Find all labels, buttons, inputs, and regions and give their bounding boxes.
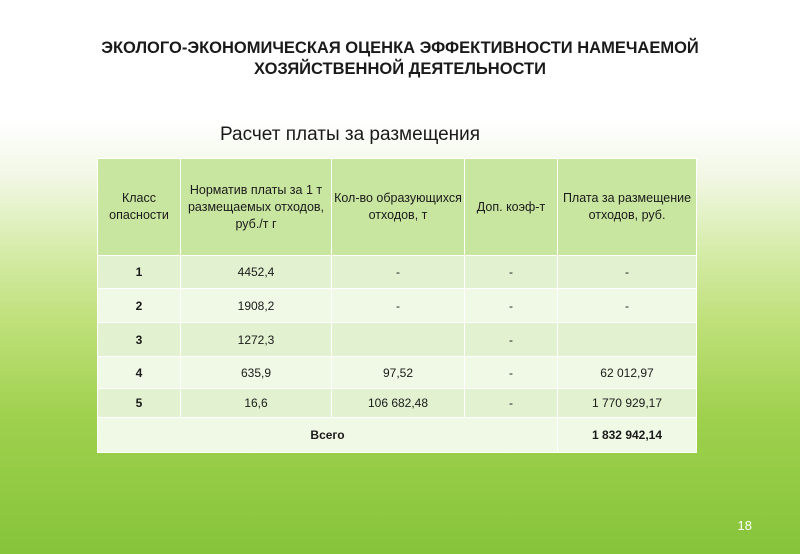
cell-fee-rate: 4452,4: [181, 256, 332, 289]
cell-coefficient: -: [465, 389, 558, 418]
cell-waste-amount: -: [332, 256, 465, 289]
cell-fee-rate: 16,6: [181, 389, 332, 418]
cell-fee-rate: 1908,2: [181, 289, 332, 323]
cell-coefficient: -: [465, 289, 558, 323]
cell-coefficient: -: [465, 256, 558, 289]
cell-waste-amount: [332, 323, 465, 357]
cell-coefficient: -: [465, 323, 558, 357]
cell-fee: -: [558, 256, 697, 289]
cell-fee: 1 770 929,17: [558, 389, 697, 418]
header-placement-fee: Плата за размещение отходов, руб.: [558, 159, 697, 256]
cell-waste-amount: 97,52: [332, 357, 465, 389]
header-extra-coefficient: Доп. коэф-т: [465, 159, 558, 256]
cell-class: 5: [98, 389, 181, 418]
slide-title-line-2: ХОЗЯЙСТВЕННОЙ ДЕЯТЕЛЬНОСТИ: [253, 60, 546, 78]
waste-fee-table: [97, 158, 697, 453]
cell-class: 4: [98, 357, 181, 389]
cell-fee: -: [558, 289, 697, 323]
total-value: 1 832 942,14: [558, 418, 697, 453]
table-header-row: [98, 159, 697, 256]
table-row: [98, 389, 697, 418]
table-total-row: [98, 418, 697, 453]
table-row: [98, 256, 697, 289]
header-fee-rate: Норматив платы за 1 т размещаемых отходов, руб./т г: [181, 159, 332, 256]
page-number: 18: [737, 518, 752, 533]
table-row: [98, 289, 697, 323]
cell-coefficient: -: [465, 357, 558, 389]
cell-class: 2: [98, 289, 181, 323]
header-hazard-class: Класс опасности: [98, 159, 181, 256]
table-row: [98, 357, 697, 389]
cell-class: 1: [98, 256, 181, 289]
cell-waste-amount: -: [332, 289, 465, 323]
header-waste-amount: Кол-во образующихся отходов, т: [332, 159, 465, 256]
cell-fee-rate: 1272,3: [181, 323, 332, 357]
slide-title-line-1: ЭКОЛОГО-ЭКОНОМИЧЕСКАЯ ОЦЕНКА ЭФФЕКТИВНОСТИ НАМЕЧАЕМОЙ: [101, 39, 699, 57]
cell-fee: [558, 323, 697, 357]
table-caption: Расчет платы за размещения: [220, 124, 481, 145]
cell-class: 3: [98, 323, 181, 357]
slide-title: [0, 38, 800, 80]
total-label: Всего: [98, 418, 558, 453]
cell-fee: 62 012,97: [558, 357, 697, 389]
cell-fee-rate: 635,9: [181, 357, 332, 389]
table-row: [98, 323, 697, 357]
cell-waste-amount: 106 682,48: [332, 389, 465, 418]
